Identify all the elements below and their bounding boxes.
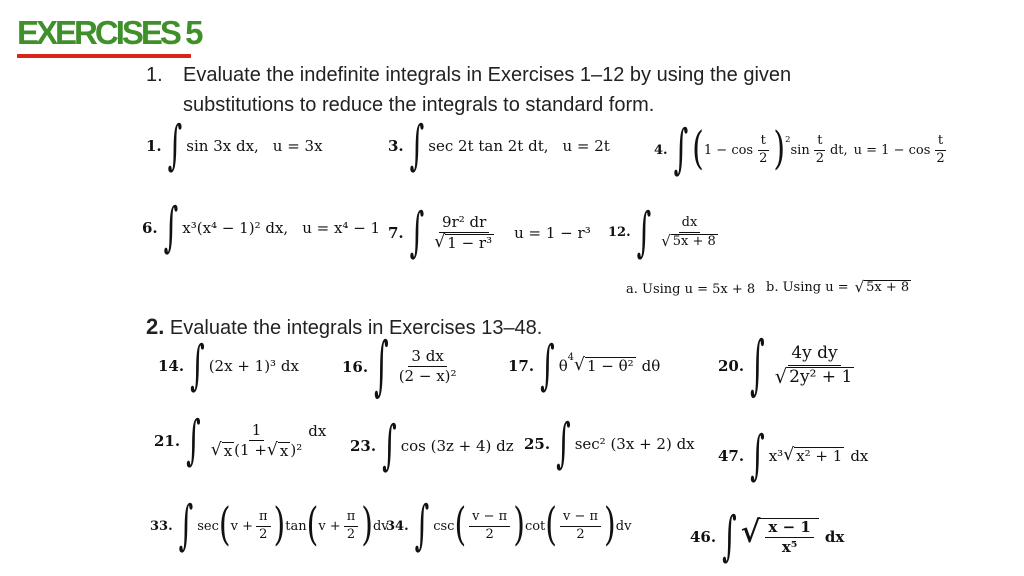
instruction-1-text: Evaluate the indefinite integrals in Exercises 1–12 by using the given substitutions to reduce the integrals to standard form. [183, 64, 792, 116]
integral-sign: ∫ [409, 113, 425, 177]
exponent: 2 [785, 134, 791, 144]
exercise-46 [690, 504, 845, 568]
substitution: u = 3x [272, 137, 323, 155]
integral-sign: ∫ [190, 333, 205, 397]
part-b: b. Using u = [766, 280, 849, 296]
differential: dθ [641, 357, 661, 375]
numerator: 4y dy [788, 344, 840, 366]
fraction: $\frac{x - 1}{\text{x⁵}}$ [765, 519, 813, 557]
exercise-label: 46. [690, 528, 717, 547]
instruction-2 [146, 312, 542, 343]
fraction: $\frac{v - \pi}{2}$ [560, 510, 601, 543]
exercise-33: 33. ∫ sec ( v + $\frac{\pi}{2}$ ) tan ( v + $\frac{\pi}{2}$ ) dv [150, 494, 389, 557]
integral-sign: ∫ [374, 327, 389, 404]
tan: tan [285, 518, 307, 534]
one-minus-cos: 1 − cos [703, 142, 754, 158]
exercise-3 [388, 113, 610, 177]
exercise-label: 34. [386, 518, 409, 534]
integral-sign: ∫ [178, 494, 194, 557]
fraction [431, 214, 497, 253]
exercise-14 [158, 333, 299, 397]
exercise-label: 23. [350, 437, 377, 455]
exercise-16 [342, 327, 463, 404]
sec: sec [197, 518, 219, 534]
fraction: $\frac{\pi}{2}$ [256, 510, 271, 543]
integrand: sec² (3x + 2) dx [574, 435, 695, 453]
exercise-23 [350, 413, 514, 477]
integral-sign: ∫ [382, 413, 397, 477]
fraction [396, 348, 460, 386]
exercise-label: 33. [150, 518, 173, 534]
exercise-label: 12. [608, 225, 631, 241]
radical: √ $\frac{x - 1}{\text{x⁵}}$ [741, 518, 819, 557]
integral-sign: ∫ [167, 113, 183, 177]
integral-sign: ∫ [722, 504, 737, 568]
instruction-2-text: Evaluate the integrals in Exercises 13–48. [169, 317, 543, 339]
exercise-label: 25. [524, 435, 551, 453]
integral-sign: ∫ [186, 408, 201, 472]
radical: √ 5x + 8 [854, 278, 910, 296]
exercise-label: 20. [718, 356, 745, 375]
exercise-label: 4. [654, 142, 668, 158]
exercise-12 [608, 200, 724, 264]
numerator: dx [679, 216, 701, 233]
exercise-label: 47. [718, 447, 745, 465]
integral-sign: ∫ [673, 118, 689, 181]
integrand: sec 2t tan 2t dt, [428, 137, 549, 155]
integrand: x³(x⁴ − 1)² dx, [182, 219, 289, 237]
numerator: 9r² dr [439, 214, 489, 233]
cot: cot [524, 518, 546, 534]
fraction [208, 422, 306, 461]
differential: dv [615, 518, 632, 534]
exercise-21 [154, 408, 327, 472]
exercise-1 [146, 113, 323, 177]
fraction [658, 216, 721, 250]
differential: dt, [829, 142, 848, 158]
numerator: 1 [249, 422, 265, 441]
exercise-6 [142, 195, 381, 259]
fraction: $\frac{\pi}{2}$ [344, 510, 359, 543]
fraction: $\frac{t}{2}$ [815, 133, 824, 166]
integral-sign: ∫ [414, 494, 430, 557]
fraction: $\frac{v - \pi}{2}$ [469, 510, 510, 543]
exercise-label: 3. [388, 137, 404, 155]
differential: dx [308, 422, 327, 440]
differential: dx [850, 447, 869, 465]
theta: θ [558, 357, 568, 375]
integral-sign: ∫ [750, 423, 765, 487]
fraction: $\frac{t}{2}$ [759, 133, 768, 166]
instruction-2-number: 2. [146, 314, 165, 339]
exercise-label: 1. [146, 137, 162, 155]
root-index: 4 [567, 352, 574, 363]
exercise-7 [388, 200, 591, 264]
radical: √ x² + 1 [783, 444, 843, 465]
exercise-label: 7. [388, 224, 404, 243]
title-underline [17, 54, 191, 58]
exercise-17 [508, 333, 661, 397]
integral-sign: ∫ [409, 200, 425, 264]
v-plus: v + [230, 518, 253, 534]
exercise-label: 17. [508, 357, 535, 375]
substitution: u = 1 − cos [853, 142, 931, 158]
integrand: (2x + 1)³ dx [208, 357, 299, 375]
radical: √ 1 − θ² [573, 354, 634, 375]
v-plus: v + [318, 518, 341, 534]
fraction [772, 344, 858, 387]
denominator: (2 − x)² [398, 367, 457, 386]
csc: csc [433, 518, 455, 534]
integral-sign: ∫ [556, 411, 571, 475]
fraction: $\frac{t}{2}$ [936, 133, 945, 166]
differential: dx [824, 528, 845, 547]
exercise-25 [524, 411, 695, 475]
differential: dv [372, 518, 389, 534]
numerator: 3 dx [408, 348, 446, 367]
exercise-12b [766, 280, 911, 296]
x-cubed: x³ [768, 447, 784, 465]
sin: sin [790, 142, 810, 158]
integral-sign: ∫ [163, 195, 179, 259]
radical: √ 5x + 8 [661, 231, 716, 250]
exercise-label: 14. [158, 357, 185, 375]
part-a: a. Using u = 5x + 8 [626, 282, 756, 297]
exercise-34: 34. ∫ csc ( $\frac{v - \pi}{2}$ ) cot ( $\frac{v - \pi}{2}$ ) dv [386, 494, 632, 557]
substitution: u = 1 − r³ [514, 224, 591, 243]
radical: √ 2y² + 1 [774, 364, 853, 388]
substitution: u = 2t [562, 137, 610, 155]
integrand: cos (3z + 4) dz [400, 437, 514, 455]
integrand: sin 3x dx, [186, 137, 259, 155]
exercise-label: 21. [154, 432, 181, 451]
exercise-20 [718, 326, 860, 403]
integral-sign: ∫ [750, 326, 765, 403]
denominator: √ x (1 + √ x )² [210, 440, 303, 461]
substitution: u = x⁴ − 1 [302, 219, 381, 237]
exercise-12a [626, 282, 755, 297]
exercise-label: 6. [142, 219, 158, 237]
exercise-4: 4. ∫ ( 1 − cos $\frac{t}{2}$ ) $^2$ sin $\frac{t}{2}$ dt, u = 1 − cos $\frac{t}{2}$ [654, 134, 951, 167]
integral-sign: ∫ [540, 333, 555, 397]
radical: √ 1 − r³ [434, 232, 493, 253]
instruction-1-number: 1. [146, 64, 163, 86]
integral-sign: ∫ [636, 200, 652, 264]
exercise-47 [718, 423, 869, 487]
page-title: EXERCISES 5 [17, 14, 201, 51]
exercise-label: 16. [342, 357, 369, 376]
